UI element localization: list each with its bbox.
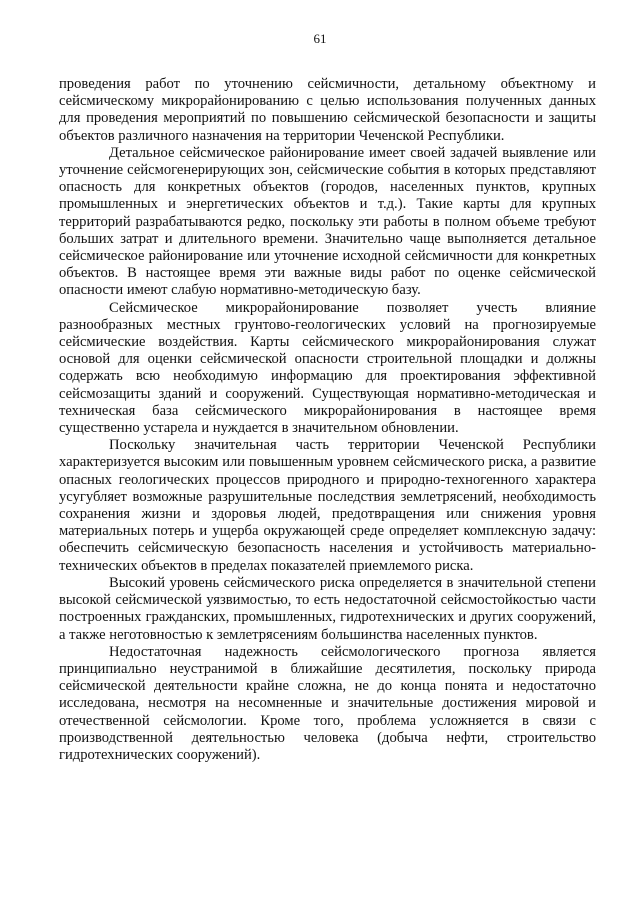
paragraph-4: Поскольку значительная часть территории Чеченской Республики характеризуется высоким или повышенным уровнем сейсмического риска, а развитие опасных геологических процессов природного и природно-техногенного характера усугубляет возможные разрушительные последствия землетрясений, необходимость сохранения жизни и здоровья людей, предотвращения или снижения уровня материальных потерь и ущерба окружающей среде определяет комплексную задачу: обеспечить сейсмическую безопасность населения и устойчивость материально-технических объектов в пределах показателей приемлемого риска. — [59, 437, 596, 574]
paragraph-5: Высокий уровень сейсмического риска определяется в значительной степени высокой сейсмической уязвимостью, то есть недостаточной сейсмостойкостью части построенных гражданских, промышленных, гидротехнических и других сооружений, а также неготовностью к землетрясениям большинства населенных пунктов. — [59, 574, 596, 643]
page-number: 61 — [313, 31, 327, 46]
text-body — [59, 76, 596, 764]
paragraph-3: Сейсмическое микрорайонирование позволяет учесть влияние разнообразных местных грунтово-геологических условий на прогнозируемые сейсмические воздействия. Карты сейсмического микрорайонирования служат основой для оценки сейсмической опасности строительной площадки и должны содержать всю необходимую информацию для проектирования эффективной сейсмозащиты зданий и сооружений. Существующая нормативно-методическая и техническая база сейсмического микрорайонирования в настоящее время существенно устарела и нуждается в значительном обновлении. — [59, 299, 596, 437]
paragraph-6: Недостаточная надежность сейсмологического прогноза является принципиально неустранимой в ближайшие десятилетия, поскольку природа сейсмической деятельности крайне сложна, не до конца понята и недостаточно исследована, несмотря на несомненные и значительные достижения мировой и отечественной сейсмологии. Кроме того, проблема усложняется в связи с производственной деятельностью человека (добыча нефти, строительство гидротехнических сооружений). — [59, 643, 596, 763]
paragraph-1: проведения работ по уточнению сейсмичности, детальному объектному и сейсмическому микрорайонированию с целью использования полученных данных для проведения мероприятий по повышению сейсмической безопасности и защиты объектов различного назначения на территории Чеченской Республики. — [59, 76, 596, 144]
paragraph-2: Детальное сейсмическое районирование имеет своей задачей выявление или уточнение сейсмогенерирующих зон, сейсмические события в которых представляют опасность для конкретных объектов (городов, населенных пунктов, крупных промышленных и энергетических объектов и т.д.). Такие карты для крупных территорий разрабатываются редко, поскольку эти работы в полном объеме требуют больших затрат и длительного времени. Значительно чаще выполняется детальное сейсмическое районирование или уточнение исходной сейсмичности для конкретных объектов. В настоящее время эти важные виды работ по оценке сейсмической опасности имеют слабую нормативно-методическую базу. — [59, 144, 596, 299]
